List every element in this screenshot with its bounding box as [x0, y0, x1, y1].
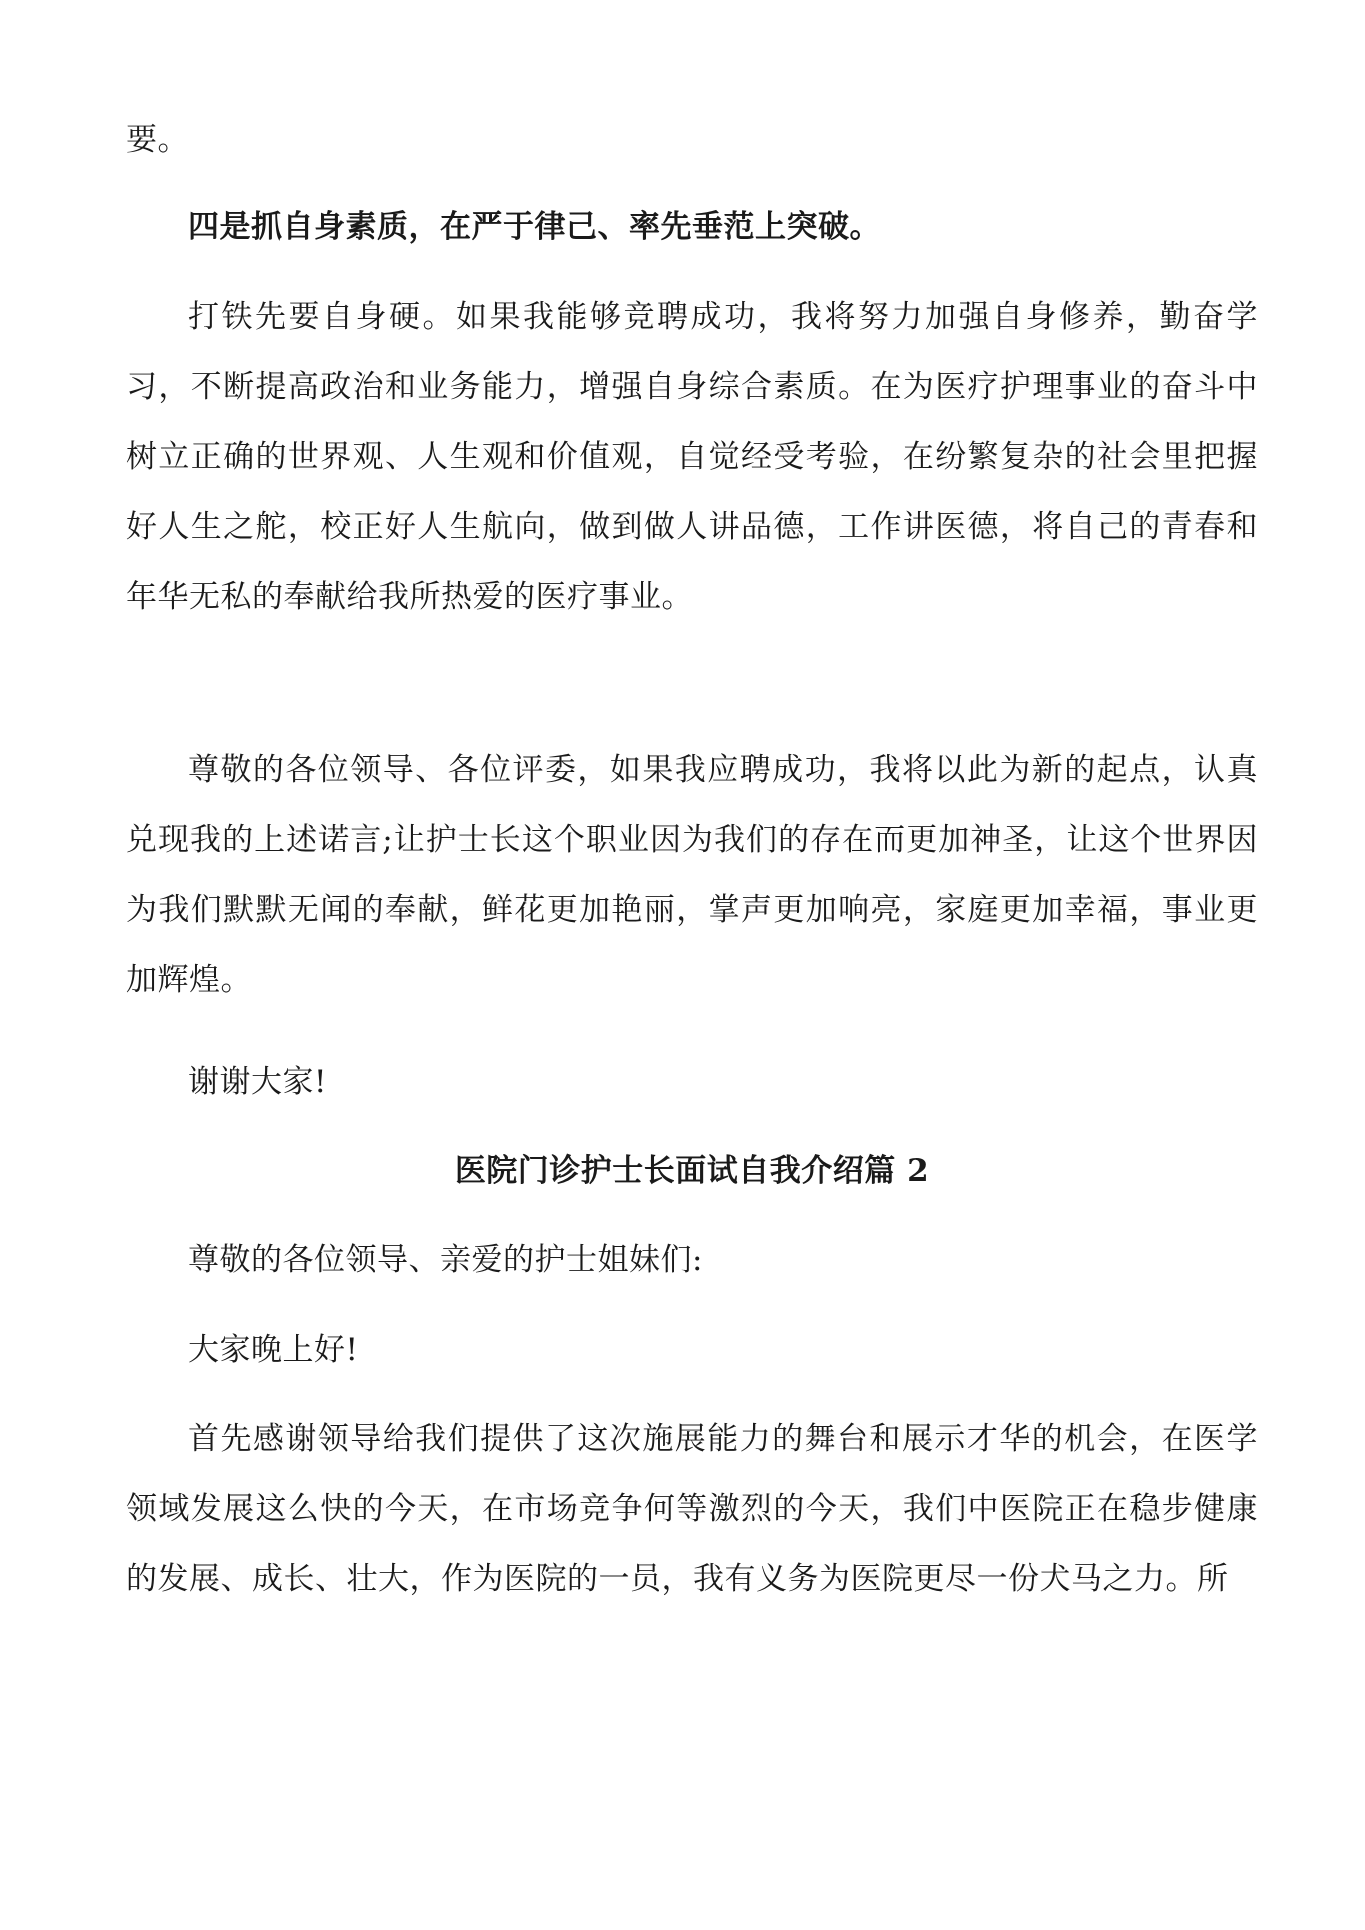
- section-title: 医院门诊护士长面试自我介绍篇 2: [454, 1153, 930, 1189]
- point-four-heading: 四是抓自身素质，在严于律己、率先垂范上突破。: [188, 209, 881, 245]
- continuation-text: 要。: [126, 122, 189, 158]
- greeting-text: 尊敬的各位领导、亲爱的护士姐妹们:: [188, 1242, 703, 1278]
- paragraph-intro: 首先感谢领导给我们提供了这次施展能力的舞台和展示才华的机会，在医学领域发展这么快的今天，在市场竞争何等激烈的今天，我们中医院正在稳步健康的发展、成长、壮大，作为医院的一员，我有义务为医院更尽一份犬马之力。所: [126, 1421, 1258, 1597]
- paragraph-closing: 尊敬的各位领导、各位评委，如果我应聘成功，我将以此为新的起点，认真兑现我的上述诺言;让护士长这个职业因为我们的存在而更加神圣，让这个世界因为我们默默无闻的奉献，鲜花更加艳丽，掌声更加响亮，家庭更加幸福，事业更加辉煌。: [126, 752, 1258, 998]
- paragraph-self-improvement: 打铁先要自身硬。如果我能够竞聘成功，我将努力加强自身修养，勤奋学习，不断提高政治和业务能力，增强自身综合素质。在为医疗护理事业的奋斗中树立正确的世界观、人生观和价值观，自觉经受考验，在纷繁复杂的社会里把握好人生之舵，校正好人生航向，做到做人讲品德，工作讲医德，将自己的青春和年华无私的奉献给我所热爱的医疗事业。: [126, 299, 1258, 615]
- thanks-text: 谢谢大家!: [188, 1064, 327, 1100]
- evening-greeting-text: 大家晚上好!: [188, 1332, 359, 1368]
